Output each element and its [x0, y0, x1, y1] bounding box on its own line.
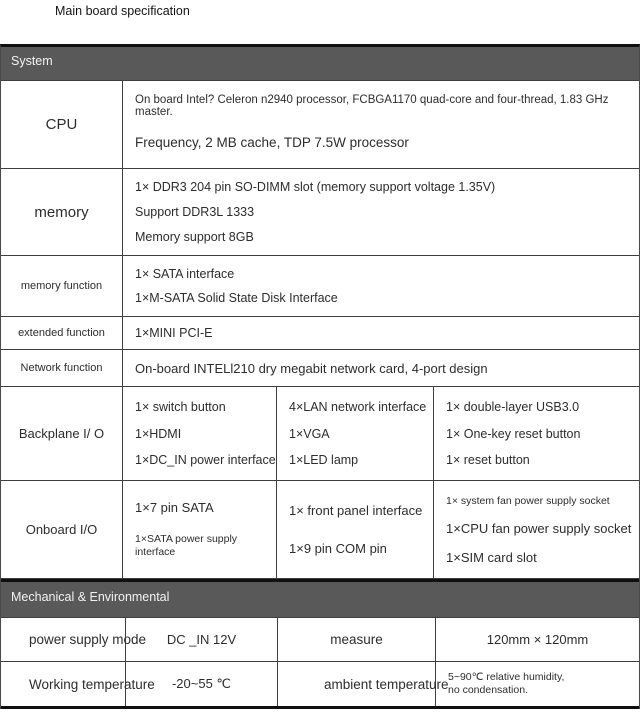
backplane-col-1: [123, 387, 277, 480]
onboard-col3-line-3: 1×SIM card slot: [446, 549, 537, 565]
row-backplane-io: [1, 387, 639, 481]
row-memory: [1, 169, 639, 256]
backplane-io-label: Backplane I/ O: [1, 387, 123, 480]
memory-line-1: 1× DDR3 204 pin SO-DIMM slot (memory support voltage 1.35V): [135, 180, 496, 194]
power-supply-mode-value: DC _IN 12V: [126, 618, 278, 661]
ambient-temperature-value: [436, 662, 639, 706]
spec-table: [0, 44, 640, 709]
network-function-label: Network function: [1, 350, 123, 386]
onboard-col3-line-1: 1× system fan power supply socket: [446, 494, 610, 507]
cpu-content: [123, 81, 639, 168]
measure-label: measure: [278, 618, 436, 661]
backplane-col-3: [434, 387, 639, 480]
memory-function-line-1: 1× SATA interface: [135, 266, 235, 281]
onboard-io-content: [123, 481, 639, 578]
onboard-col3-line-2: 1×CPU fan power supply socket: [446, 521, 632, 536]
backplane-col1-line-2: 1×HDMI: [135, 426, 182, 441]
backplane-col3-line-3: 1× reset button: [446, 453, 530, 468]
memory-line-3: Memory support 8GB: [135, 230, 254, 244]
memory-label: memory: [1, 169, 123, 255]
row-power-measure: [1, 618, 639, 662]
ambient-temperature-label: ambient temperature: [278, 662, 436, 706]
working-temperature-label: Working temperature: [1, 662, 126, 706]
measure-value: 120mm × 120mm: [486, 632, 589, 647]
memory-function-label: memory function: [1, 256, 123, 316]
backplane-col1-line-1: 1× switch button: [135, 399, 226, 414]
memory-line-2: Support DDR3L 1333: [135, 205, 255, 219]
onboard-col1-line-1: 1×7 pin SATA: [135, 499, 214, 515]
page-title: Main board specification: [55, 4, 190, 18]
row-cpu: [1, 81, 639, 169]
working-temperature-value: -20~55 ℃: [126, 662, 278, 706]
network-function-content: [123, 350, 639, 386]
onboard-col-1: [123, 481, 277, 578]
power-supply-mode-label: power supply mode: [1, 618, 126, 661]
extended-function-content: [123, 317, 639, 349]
cpu-label: CPU: [1, 81, 123, 168]
onboard-col-3: [434, 481, 639, 578]
backplane-col2-line-1: 4×LAN network interface: [289, 399, 427, 414]
backplane-col3-line-1: 1× double-layer USB3.0: [446, 399, 580, 414]
memory-function-content: [123, 256, 639, 316]
backplane-col2-line-3: 1×LED lamp: [289, 453, 359, 468]
cpu-line-2: Frequency, 2 MB cache, TDP 7.5W processor: [135, 135, 409, 150]
ambient-temperature-value-line-2: no condensation.: [448, 684, 528, 696]
extended-function-line-1: 1×MINI PCI-E: [135, 326, 213, 340]
row-onboard-io: [1, 481, 639, 579]
memory-function-line-2: 1×M-SATA Solid State Disk Interface: [135, 291, 338, 306]
backplane-col3-line-2: 1× One-key reset button: [446, 426, 581, 441]
row-network-function: [1, 350, 639, 387]
section-header-mechanical: Mechanical & Environmental: [1, 579, 639, 618]
row-extended-function: [1, 317, 639, 350]
onboard-col2-line-2: 1×9 pin COM pin: [289, 540, 387, 556]
backplane-col-2: [277, 387, 434, 480]
onboard-col1-line-2: 1×SATA power supply interface: [135, 533, 238, 559]
onboard-col-2: [277, 481, 434, 578]
row-memory-function: [1, 256, 639, 317]
network-function-line-1: On-board INTELl210 dry megabit network card, 4-port design: [135, 360, 488, 376]
backplane-col1-line-3: 1×DC_IN power interface: [135, 453, 276, 468]
backplane-col2-line-2: 1×VGA: [289, 426, 330, 441]
backplane-io-content: [123, 387, 639, 480]
memory-content: [123, 169, 639, 255]
cpu-line-1: On board Intel? Celeron n2940 processor, FCBGA1170 quad-core and four-thread, 1.83 GHz master.: [135, 94, 609, 118]
extended-function-label: extended function: [1, 317, 123, 349]
onboard-col2-line-1: 1× front panel interface: [289, 503, 423, 519]
row-temperature: [1, 662, 639, 709]
section-header-system: System: [1, 47, 639, 81]
onboard-io-label: Onboard I/O: [1, 481, 123, 578]
ambient-temperature-value-line-1: 5~90℃ relative humidity,: [448, 671, 565, 683]
